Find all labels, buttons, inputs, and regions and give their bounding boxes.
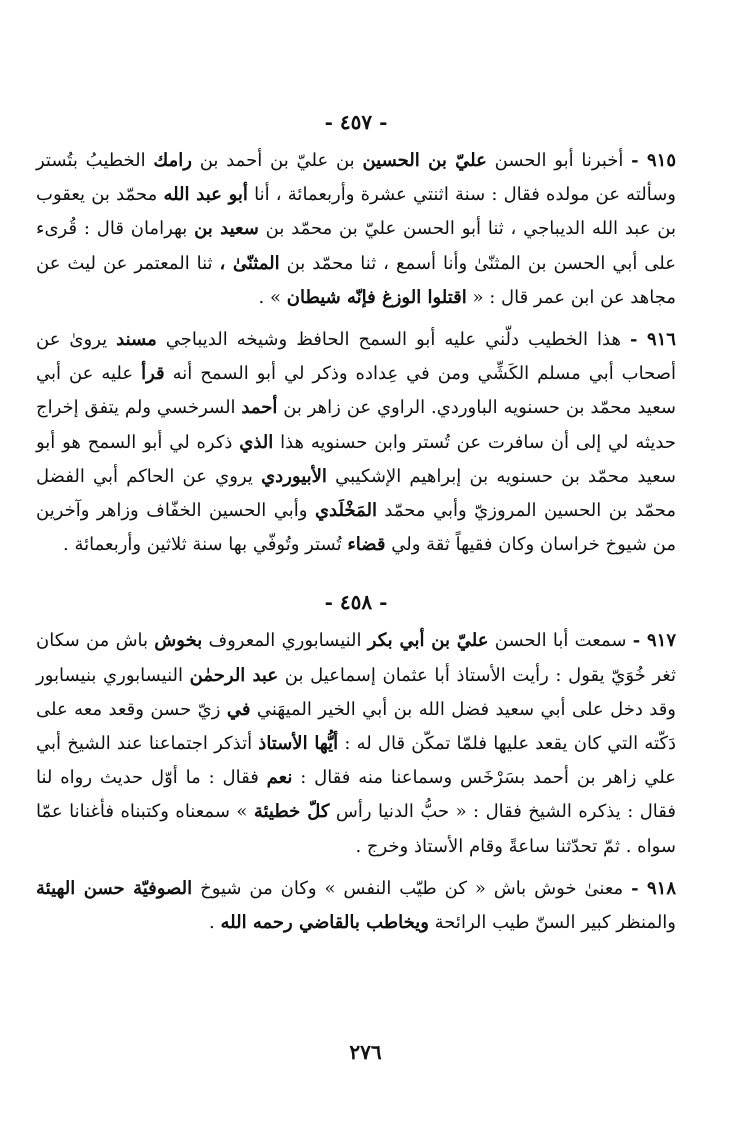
entry-text: » سمعناه وكتبناه فأغنانا عمّا سواه . ثمّ تحدّثنا ساعةً وقام الأستاذ وخرج .: [36, 801, 676, 857]
page-number: ٢٧٦: [349, 1040, 382, 1064]
hadith-quote: اقتلوا الوزغ فإنّه شيطان: [286, 286, 467, 308]
entry-text: باش من سكان ثغر خُوَيّ يقول : رأيت الأستاذ أبا عثمان إسماعيل بن: [36, 630, 676, 686]
entry-number: ٩١٨ -: [631, 877, 676, 899]
bold-word: ويخاطب بالقاضي رحمه الله: [220, 912, 429, 934]
entry-text: ثنا المعتمر عن ليث عن مجاهد عن ابن عمر قال : «: [36, 252, 676, 308]
narrator-name: أبو عبد الله: [163, 184, 248, 206]
bold-word: أحمد: [241, 397, 278, 419]
bold-word: عبد الرحمٰن: [189, 664, 279, 686]
narrator-name: سعيد بن: [194, 218, 259, 240]
bold-word: الأبيوردي: [261, 465, 327, 487]
bold-word: قضاء: [347, 534, 386, 556]
entry-text: هذا الخطيب دلّني عليه أبو السمح الحافظ وشيخه الديباجي: [156, 329, 630, 351]
entry-number: ٩١٧ -: [632, 630, 677, 652]
bold-word: نعم: [266, 767, 293, 789]
section-number-457: - ٤٥٧ -: [324, 110, 388, 134]
entry-text: سمعت أبا الحسن: [488, 630, 633, 652]
entry-text: والمنظر كبير السنّ طيب الرائحة: [428, 912, 676, 934]
entry-text: بهرامان قال : قُرىء على أبي الحسن بن المثنّىٰ وأنا أسمع ، ثنا محمّد بن: [36, 218, 676, 274]
entry-text: » .: [258, 286, 287, 308]
entry-text: ذكره لي أبو السمح هو أبو سعيد محمّد بن حسنويه بن إبراهيم الإشكيبي: [36, 431, 676, 487]
entry-text: وأبي الحسين الخفّاف وزاهر وآخرين من شيوخ خراسان وكان فقيهاً ثقة ولي: [36, 500, 676, 556]
entry-text: النيسابوري بنيسابور وقد دخل على أبي سعيد فضل الله بن أبي الخير الميهَني: [36, 664, 676, 720]
bold-word: كلّ خطيئة: [253, 801, 330, 823]
narrator-name: عليّ بن الحسين: [362, 150, 487, 171]
entry-text: زيّ حسن وقعد معه على دَكّته التي كان يقعد عليها فلمّا تمكّن قال له :: [36, 698, 677, 755]
bold-word: في: [226, 698, 251, 720]
entry-text: فقال : ما أوّل حديث رواه لنا فقال : يذكره الشيخ فقال : « حبُّ الدنيا رأس: [36, 767, 676, 823]
narrator-name: عليّ بن أبي بكر: [367, 630, 489, 652]
bold-word: مسند: [116, 329, 157, 351]
bold-word: أيُّها الأستاذ: [258, 733, 339, 755]
narrator-name: المثنّىٰ ،: [219, 252, 280, 274]
entry-text: معنىٰ خوش باش « كن طيّب النفس » وكان من شيوخ: [192, 877, 632, 899]
entry-text: عليه عن أبي سعيد محمّد بن حسنويه الباوردي. الراوي عن زاهر بن: [36, 363, 676, 419]
entry-text: السرخسي ولم يتفق إخراج حديثه لي إلى أن سافرت عن تُستر وابن حسنويه هذا: [36, 397, 676, 453]
book-page: [36, 110, 676, 940]
bold-word: الصوفيّة حسن الهيئة: [36, 877, 193, 899]
entry-text: تُستر وتُوفّي بها سنة ثلاثين وأربعمائة .: [63, 534, 348, 556]
entry-number: ٩١٦ -: [629, 329, 676, 351]
bold-word: قرأ: [141, 363, 165, 385]
entry-text: يروىٰ عن أصحاب أبي مسلم الكَشِّي ومن في عِداده وذكر لي أبو السمح أنه: [36, 329, 676, 385]
entry-text: بن عليّ بن أحمد بن: [191, 150, 363, 171]
entry-915: [36, 144, 676, 315]
bold-word: المَخْلَدي: [314, 500, 377, 522]
entry-text: الخطيبُ بتُستر وسألته عن مولده فقال : سنة اثنتي عشرة وأربعمائة ، أنا: [36, 150, 676, 206]
entry-917: [36, 624, 676, 863]
entry-text: النيسابوري المعروف: [202, 630, 368, 652]
entry-text: أتذكر اجتماعنا عند الشيخ أبي علي زاهر بن أحمد بسَرْخَس وسماعنا منه فقال :: [36, 733, 676, 789]
entry-text: أخبرنا أبو الحسن: [486, 150, 632, 171]
entry-916: [36, 323, 676, 562]
entry-text: .: [209, 912, 221, 934]
section-number-458: - ٤٥٨ -: [324, 590, 388, 615]
entry-text: محمّد بن يعقوب بن عبد الله الديباجي ، ثنا أبو الحسن عليّ بن محمّد بن: [36, 184, 676, 240]
entry-number: ٩١٥ -: [631, 150, 676, 171]
entry-918: [36, 872, 676, 940]
narrator-name: رامك: [153, 150, 192, 171]
entry-text: يروي عن الحاكم أبي الفضل محمّد بن الحسين المروزيّ وأبي محمّد: [36, 465, 676, 522]
bold-word: بخوش: [154, 630, 203, 652]
bold-word: الذي: [239, 431, 274, 453]
